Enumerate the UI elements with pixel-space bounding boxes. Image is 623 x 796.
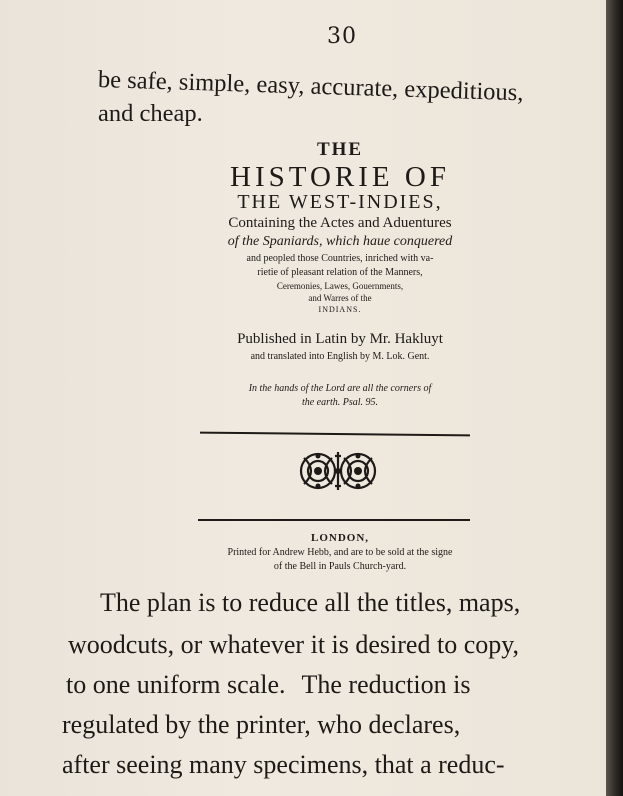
body-line-4: regulated by the printer, who declares, xyxy=(62,710,461,739)
page-edge-shadow xyxy=(606,0,623,796)
title-warres: and Warres of the xyxy=(308,293,372,303)
title-the: THE xyxy=(316,139,364,160)
title-indians: INDIANS. xyxy=(318,305,362,314)
body-line-3-part-2: The reduction is xyxy=(301,670,471,699)
title-west-indies: THE WEST-INDIES, xyxy=(237,191,443,213)
body-line-3 xyxy=(66,670,470,700)
rule-top xyxy=(200,432,470,437)
top-text-line-1: be safe, simple, easy, accurate, expeditious, xyxy=(97,66,524,107)
page-number: 30 xyxy=(327,24,357,49)
title-spaniards: of the Spaniards, which haue conquered xyxy=(227,234,453,249)
body-line-1: The plan is to reduce all the titles, maps, xyxy=(100,588,521,617)
rule-bottom xyxy=(198,519,470,521)
body-line-2: woodcuts, or whatever it is desired to copy, xyxy=(68,630,520,659)
printers-ornament-icon xyxy=(298,446,378,496)
imprint-london: LONDON, xyxy=(310,532,370,544)
title-motto-line-2: the earth. Psal. 95. xyxy=(301,397,379,408)
imprint-printed: Printed for Andrew Hebb, and are to be sold at the signe xyxy=(227,547,453,558)
title-translated: and translated into English by M. Lok. Gent. xyxy=(250,351,430,362)
top-text-line-2: and cheap. xyxy=(98,100,203,127)
title-ceremonies: Ceremonies, Lawes, Gouernments, xyxy=(276,281,404,291)
imprint-bell: of the Bell in Pauls Church-yard. xyxy=(273,561,407,572)
title-containing: Containing the Actes and Aduentures xyxy=(228,215,452,231)
body-line-5: after seeing many specimens, that a reduc- xyxy=(62,750,505,779)
title-peopled: and peopled those Countries, inriched with va- xyxy=(246,253,434,264)
title-page-facsimile xyxy=(140,135,540,585)
title-motto-line-1: In the hands of the Lord are all the corners of xyxy=(248,383,432,394)
body-line-3-part-1: to one uniform scale. xyxy=(66,670,286,699)
title-varietie: rietie of pleasant relation of the Manners, xyxy=(257,267,423,278)
title-published: Published in Latin by Mr. Hakluyt xyxy=(237,331,443,347)
title-historie: HISTORIE OF xyxy=(230,161,450,193)
